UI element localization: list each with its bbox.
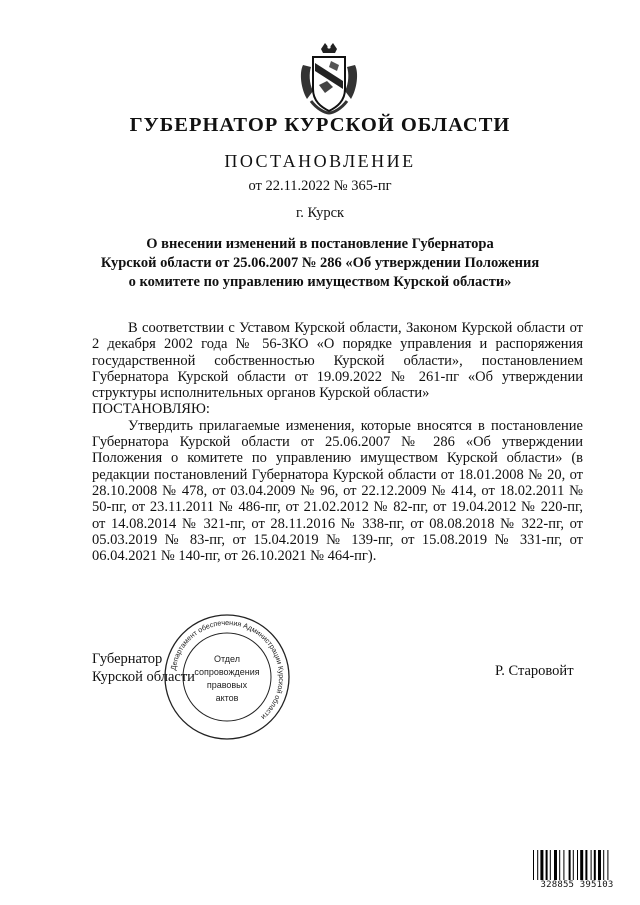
- stamp-line: сопровождения: [194, 667, 260, 677]
- preamble-paragraph: В соответствии с Уставом Курской области, Законом Курской области от 2 декабря 2002 года № 56-ЗКО «О порядке управления и распоряжения государственной собственностью Курской области», постановлением Губернатора Курской области от 19.09.2022 № 261-пг «Об утверждении структуры исполнительных органов Курской области»: [92, 320, 583, 402]
- resolve-word: ПОСТАНОВЛЯЮ:: [92, 401, 210, 418]
- stamp-line: актов: [215, 693, 239, 703]
- signatory-name: Р. Старовойт: [495, 663, 574, 679]
- organization-title: ГУБЕРНАТОР КУРСКОЙ ОБЛАСТИ: [129, 114, 511, 136]
- position-line: Курской области: [92, 669, 195, 685]
- subject-line: Курской области от 25.06.2007 № 286 «Об утверждении Положения: [100, 255, 540, 271]
- position-line: Губернатор: [92, 651, 163, 667]
- stamp-line: правовых: [206, 680, 248, 690]
- document-subject: [90, 235, 550, 292]
- document-date-number: от 22.11.2022 № 365-пг: [248, 178, 392, 194]
- stamp-ring-text: Департамент обеспечения Администрации Курской области: [168, 617, 287, 722]
- stamp-line: Отдел: [213, 654, 241, 664]
- department-stamp: [162, 612, 292, 742]
- main-paragraph: Утвердить прилагаемые изменения, которые вносятся в постановление Губернатора Курской области от 25.06.2007 № 286 «Об утверждении Положения о комитете по управлению имуществом Курской области» (в редакции постановлений Губернатора Курской области от 18.01.2008 № 20, от 28.10.2008 № 478, от 03.04.2009 № 96, от 22.12.2009 № 414, от 18.02.2011 № 50-пг, от 23.11.2011 № 486-пг, от 21.02.2012 № 82-пг, от 19.04.2012 № 220-пг, от 14.08.2014 № 321-пг, от 28.11.2016 № 338-пг, от 08.08.2018 № 322-пг, от 05.03.2019 № 83-пг, от 15.04.2019 № 139-пг, от 15.08.2019 № 331-пг, от 06.04.2021 № 140-пг, от 26.10.2021 № 464-пг).: [92, 417, 583, 565]
- subject-line: о комитете по управлению имуществом Курской области»: [128, 274, 512, 290]
- barcode-number: 328855 395103: [529, 880, 625, 890]
- document-city: г. Курск: [295, 205, 345, 221]
- document-body: [92, 320, 583, 564]
- subject-line: О внесении изменений в постановление Губернатора: [146, 236, 494, 252]
- document-type: ПОСТАНОВЛЕНИЕ: [224, 151, 416, 171]
- coat-of-arms-icon: [299, 43, 359, 115]
